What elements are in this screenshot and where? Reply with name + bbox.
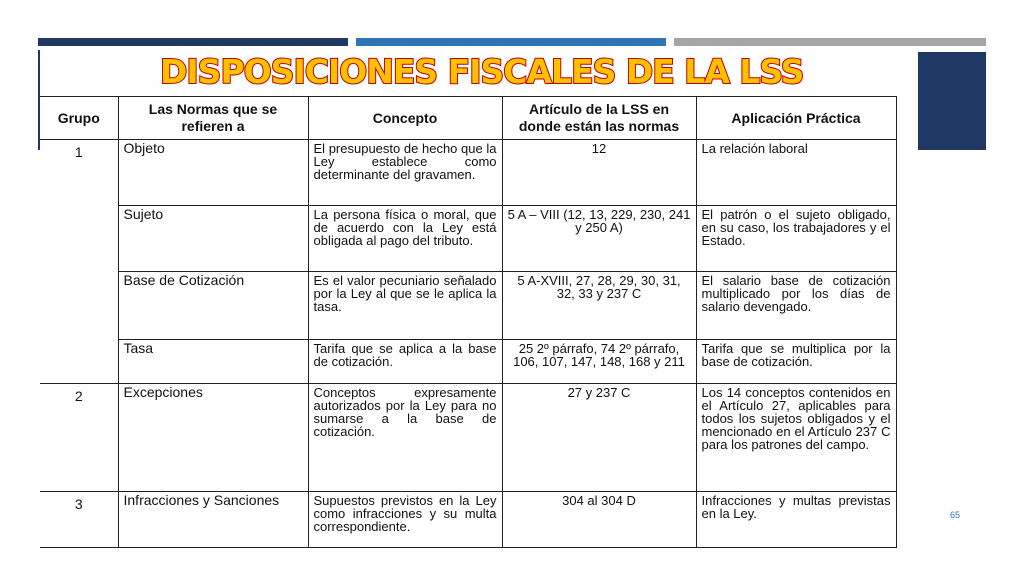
cell-concepto: Supuestos previstos en la Ley como infracciones y su multa correspondiente. <box>308 492 502 548</box>
cell-grupo <box>40 272 118 340</box>
cell-concepto: Tarifa que se aplica a la base de cotización. <box>308 340 502 384</box>
cell-aplicacion: El salario base de cotización multiplicado por los días de salario devengado. <box>696 272 896 340</box>
table-row <box>40 492 896 548</box>
table-row <box>40 272 896 340</box>
cell-norma: Excepciones <box>118 384 308 492</box>
table-header-row <box>40 97 896 140</box>
header-bar-navy <box>38 38 348 46</box>
cell-norma: Tasa <box>118 340 308 384</box>
cell-grupo <box>40 206 118 272</box>
cell-norma: Sujeto <box>118 206 308 272</box>
cell-articulo: 25 2º párrafo, 74 2º párrafo, 106, 107, 147, 148, 168 y 211 <box>502 340 696 384</box>
header-normas: Las Normas que se refieren a <box>118 97 308 140</box>
header-bar-blue <box>356 38 666 46</box>
cell-norma: Objeto <box>118 140 308 206</box>
table-row <box>40 340 896 384</box>
cell-concepto: Conceptos expresamente autorizados por la Ley para no sumarse a la base de cotización. <box>308 384 502 492</box>
cell-articulo: 304 al 304 D <box>502 492 696 548</box>
cell-aplicacion: Infracciones y multas previstas en la Ley. <box>696 492 896 548</box>
cell-aplicacion: El patrón o el sujeto obligado, en su caso, los trabajadores y el Estado. <box>696 206 896 272</box>
corner-accent-box <box>918 52 986 150</box>
table-row <box>40 140 896 206</box>
cell-aplicacion: Los 14 conceptos contenidos en el Artículo 27, aplicables para todos los sujetos obligados y el mencionado en el Artículo 237 C para los patrones del campo. <box>696 384 896 492</box>
header-bar-gray <box>674 38 986 46</box>
header-aplicacion: Aplicación Práctica <box>696 97 896 140</box>
slide-number: 65 <box>950 510 961 520</box>
cell-concepto: Es el valor pecuniario señalado por la Ley al que se le aplica la tasa. <box>308 272 502 340</box>
cell-grupo: 3 <box>40 492 118 548</box>
cell-grupo: 2 <box>40 384 118 492</box>
cell-grupo <box>40 340 118 384</box>
cell-articulo: 5 A – VIII (12, 13, 229, 230, 241 y 250 A) <box>502 206 696 272</box>
cell-norma: Infracciones y Sanciones <box>118 492 308 548</box>
norms-table <box>40 96 897 548</box>
cell-concepto: El presupuesto de hecho que la Ley establece como determinante del gravamen. <box>308 140 502 206</box>
cell-grupo: 1 <box>40 140 118 206</box>
cell-articulo: 5 A-XVIII, 27, 28, 29, 30, 31, 32, 33 y 237 C <box>502 272 696 340</box>
table-row <box>40 206 896 272</box>
cell-articulo: 27 y 237 C <box>502 384 696 492</box>
table-row <box>40 384 896 492</box>
cell-aplicacion: Tarifa que se multiplica por la base de cotización. <box>696 340 896 384</box>
header-concepto: Concepto <box>308 97 502 140</box>
cell-concepto: La persona física o moral, que de acuerdo con la Ley está obligada al pago del tributo. <box>308 206 502 272</box>
slide-title: DISPOSICIONES FISCALES DE LA LSS <box>160 52 804 91</box>
header-grupo: Grupo <box>40 97 118 140</box>
header-articulo: Artículo de la LSS en donde están las normas <box>502 97 696 140</box>
cell-norma: Base de Cotización <box>118 272 308 340</box>
cell-aplicacion: La relación laboral <box>696 140 896 206</box>
cell-articulo: 12 <box>502 140 696 206</box>
